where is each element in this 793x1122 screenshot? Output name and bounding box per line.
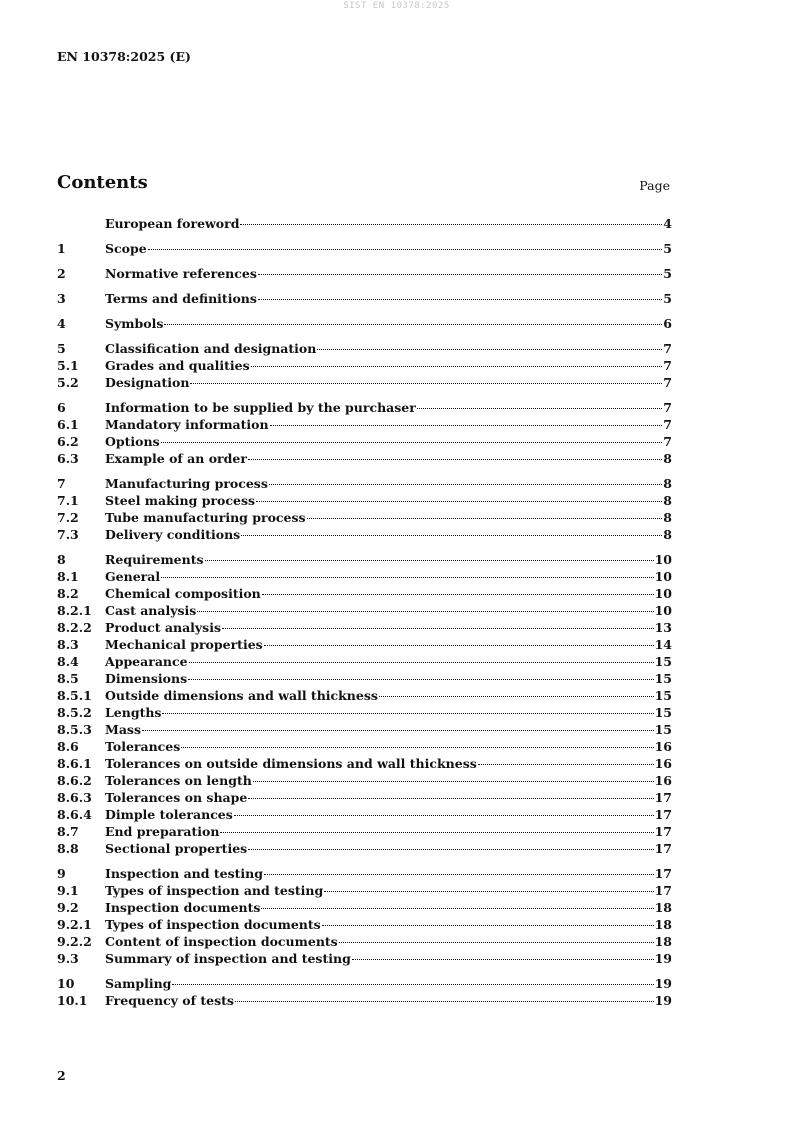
- toc-entry-number: 8.2.2: [57, 620, 92, 635]
- toc-entry-page: 10: [654, 603, 672, 618]
- toc-entry[interactable]: [57, 619, 672, 636]
- toc-entry-page: 18: [654, 934, 672, 949]
- toc-entry[interactable]: [57, 899, 672, 916]
- toc-entry[interactable]: [57, 215, 672, 232]
- dot-leader: [240, 224, 662, 225]
- toc-entry-page: 15: [654, 688, 672, 703]
- dot-leader: [188, 679, 653, 680]
- toc-entry-number: 6.1: [57, 417, 79, 432]
- toc-entry-page: 15: [654, 705, 672, 720]
- dot-leader: [251, 366, 663, 367]
- toc-entry-page: 18: [654, 917, 672, 932]
- toc-entry-number: 8.6: [57, 739, 79, 754]
- toc-entry-number: 8.5: [57, 671, 79, 686]
- toc-entry-title: Terms and definitions: [105, 291, 257, 306]
- toc-entry[interactable]: [57, 357, 672, 374]
- toc-entry[interactable]: [57, 416, 672, 433]
- dot-leader: [162, 713, 653, 714]
- toc-entry-page: 14: [654, 637, 672, 652]
- toc-entry-page: 18: [654, 900, 672, 915]
- toc-entry-title: Cast analysis: [105, 603, 197, 618]
- toc-entry[interactable]: [57, 738, 672, 755]
- toc-entry-title: Tolerances on shape: [105, 790, 248, 805]
- dot-leader: [222, 628, 654, 629]
- dot-leader: [352, 959, 654, 960]
- toc-entry-page: 7: [663, 417, 672, 432]
- toc-entry-title: Information to be supplied by the purchaser: [105, 400, 416, 415]
- dot-leader: [269, 484, 662, 485]
- dot-leader: [258, 274, 662, 275]
- toc-entry-title: Classification and designation: [105, 341, 317, 356]
- dot-leader: [317, 349, 662, 350]
- toc-entry-number: 4: [57, 316, 66, 331]
- page-number: 2: [57, 1068, 66, 1083]
- toc-entry-title: End preparation: [105, 824, 220, 839]
- dot-leader: [142, 730, 654, 731]
- toc-entry-number: 8.5.1: [57, 688, 92, 703]
- toc-entry-number: 10: [57, 976, 75, 991]
- toc-entry-page: 17: [654, 866, 672, 881]
- toc-entry-page: 15: [654, 671, 672, 686]
- toc-entry-page: 17: [654, 807, 672, 822]
- toc-entry[interactable]: [57, 475, 672, 492]
- toc-entry-number: 6.3: [57, 451, 79, 466]
- dot-leader: [190, 383, 662, 384]
- dot-leader: [189, 662, 654, 663]
- toc-entry-title: Example of an order: [105, 451, 247, 466]
- toc-entry-title: Mechanical properties: [105, 637, 263, 652]
- toc-entry[interactable]: [57, 687, 672, 704]
- toc-entry[interactable]: [57, 755, 672, 772]
- toc-entry-page: 16: [654, 739, 672, 754]
- toc-entry-number: 8.6.4: [57, 807, 92, 822]
- toc-entry-title: Designation: [105, 375, 190, 390]
- toc-entry[interactable]: [57, 240, 672, 257]
- toc-entry-number: 8.7: [57, 824, 79, 839]
- dot-leader: [161, 442, 663, 443]
- toc-entry-number: 7.1: [57, 493, 79, 508]
- toc-entry[interactable]: [57, 492, 672, 509]
- dot-leader: [270, 425, 663, 426]
- table-of-contents: [57, 215, 672, 1009]
- toc-entry-title: Types of inspection and testing: [105, 883, 324, 898]
- toc-entry-number: 8.5.2: [57, 705, 92, 720]
- toc-entry[interactable]: [57, 602, 672, 619]
- toc-entry-title: Delivery conditions: [105, 527, 241, 542]
- toc-entry-number: 8.6.2: [57, 773, 92, 788]
- toc-entry-page: 8: [663, 476, 672, 491]
- dot-leader: [241, 535, 662, 536]
- toc-entry-page: 10: [654, 586, 672, 601]
- document-id: EN 10378:2025 (E): [57, 49, 191, 64]
- toc-entry-page: 5: [663, 266, 672, 281]
- toc-entry-number: 8.2.1: [57, 603, 92, 618]
- toc-entry-title: Sectional properties: [105, 841, 248, 856]
- toc-entry-page: 13: [654, 620, 672, 635]
- toc-entry[interactable]: [57, 585, 672, 602]
- toc-entry-page: 19: [654, 993, 672, 1008]
- toc-entry-number: 3: [57, 291, 66, 306]
- toc-entry-number: 9.2: [57, 900, 79, 915]
- toc-entry-number: 5.2: [57, 375, 79, 390]
- dot-leader: [235, 1001, 654, 1002]
- toc-entry-page: 4: [663, 216, 672, 231]
- toc-entry-number: 9.1: [57, 883, 79, 898]
- dot-leader: [264, 874, 654, 875]
- dot-leader: [181, 747, 653, 748]
- dot-leader: [322, 925, 654, 926]
- toc-entry-number: 8.2: [57, 586, 79, 601]
- toc-entry-page: 8: [663, 510, 672, 525]
- toc-entry-page: 7: [663, 400, 672, 415]
- toc-entry[interactable]: [57, 374, 672, 391]
- toc-entry-page: 7: [663, 341, 672, 356]
- toc-entry-page: 6: [663, 316, 672, 331]
- contents-heading: Contents: [57, 172, 148, 193]
- toc-entry-number: 9.2.1: [57, 917, 92, 932]
- toc-entry-title: Product analysis: [105, 620, 222, 635]
- toc-entry-title: General: [105, 569, 161, 584]
- toc-entry-title: Steel making process: [105, 493, 256, 508]
- toc-entry-page: 5: [663, 291, 672, 306]
- toc-entry-title: Frequency of tests: [105, 993, 234, 1008]
- toc-entry[interactable]: [57, 670, 672, 687]
- toc-entry[interactable]: [57, 933, 672, 950]
- toc-entry-page: 5: [663, 241, 672, 256]
- dot-leader: [339, 942, 654, 943]
- toc-entry[interactable]: [57, 636, 672, 653]
- toc-entry-title: Summary of inspection and testing: [105, 951, 351, 966]
- dot-leader: [248, 849, 653, 850]
- toc-entry-number: 9: [57, 866, 66, 881]
- toc-entry-number: 8.8: [57, 841, 79, 856]
- dot-leader: [248, 798, 653, 799]
- dot-leader: [248, 459, 662, 460]
- toc-entry-page: 15: [654, 654, 672, 669]
- toc-entry-title: Outside dimensions and wall thickness: [105, 688, 378, 703]
- toc-entry[interactable]: [57, 704, 672, 721]
- toc-entry-title: Symbols: [105, 316, 164, 331]
- toc-entry-page: 10: [654, 569, 672, 584]
- toc-entry-title: Mandatory information: [105, 417, 269, 432]
- dot-leader: [262, 594, 654, 595]
- toc-entry-title: Tolerances: [105, 739, 181, 754]
- toc-entry-number: 5.1: [57, 358, 79, 373]
- dot-leader: [164, 324, 662, 325]
- dot-leader: [324, 891, 653, 892]
- toc-entry[interactable]: [57, 265, 672, 282]
- toc-entry-number: 10.1: [57, 993, 88, 1008]
- toc-entry[interactable]: [57, 916, 672, 933]
- toc-entry-page: 7: [663, 358, 672, 373]
- dot-leader: [253, 781, 654, 782]
- toc-entry-number: 7.2: [57, 510, 79, 525]
- dot-leader: [256, 501, 662, 502]
- toc-entry[interactable]: [57, 950, 672, 967]
- toc-entry-number: 1: [57, 241, 66, 256]
- toc-entry-page: 19: [654, 951, 672, 966]
- dot-leader: [264, 645, 654, 646]
- dot-leader: [234, 815, 654, 816]
- dot-leader: [172, 984, 653, 985]
- toc-entry-number: 8.5.3: [57, 722, 92, 737]
- toc-entry-title: Options: [105, 434, 160, 449]
- dot-leader: [161, 577, 653, 578]
- toc-entry[interactable]: [57, 992, 672, 1009]
- toc-entry-number: 5: [57, 341, 66, 356]
- dot-leader: [220, 832, 653, 833]
- toc-entry-page: 17: [654, 790, 672, 805]
- toc-entry-title: Content of inspection documents: [105, 934, 338, 949]
- toc-entry-page: 15: [654, 722, 672, 737]
- toc-entry-number: 8: [57, 552, 66, 567]
- dot-leader: [478, 764, 654, 765]
- toc-entry-title: Lengths: [105, 705, 162, 720]
- toc-entry-number: 2: [57, 266, 66, 281]
- toc-entry-page: 8: [663, 451, 672, 466]
- toc-entry[interactable]: [57, 433, 672, 450]
- toc-entry[interactable]: [57, 509, 672, 526]
- toc-entry-title: Inspection documents: [105, 900, 261, 915]
- toc-entry-number: 8.4: [57, 654, 79, 669]
- toc-entry-title: Normative references: [105, 266, 257, 281]
- toc-entry[interactable]: [57, 551, 672, 568]
- toc-entry-number: 6.2: [57, 434, 79, 449]
- dot-leader: [379, 696, 654, 697]
- toc-entry-number: 8.6.1: [57, 756, 92, 771]
- toc-entry[interactable]: [57, 399, 672, 416]
- toc-entry[interactable]: [57, 450, 672, 467]
- toc-entry[interactable]: [57, 772, 672, 789]
- toc-entry[interactable]: [57, 823, 672, 840]
- toc-entry-number: 7: [57, 476, 66, 491]
- toc-entry-page: 8: [663, 493, 672, 508]
- toc-entry-title: Tube manufacturing process: [105, 510, 306, 525]
- toc-entry[interactable]: [57, 865, 672, 882]
- toc-entry-page: 7: [663, 434, 672, 449]
- toc-entry[interactable]: [57, 806, 672, 823]
- page-column-label: Page: [639, 178, 670, 193]
- toc-entry[interactable]: [57, 526, 672, 543]
- toc-entry-title: Manufacturing process: [105, 476, 268, 491]
- toc-entry-number: 8.6.3: [57, 790, 92, 805]
- dot-leader: [261, 908, 653, 909]
- toc-entry-title: Tolerances on outside dimensions and wall thickness: [105, 756, 477, 771]
- toc-entry-number: 9.3: [57, 951, 79, 966]
- toc-entry-title: Tolerances on length: [105, 773, 252, 788]
- toc-entry-title: Requirements: [105, 552, 204, 567]
- toc-entry-title: Types of inspection documents: [105, 917, 321, 932]
- toc-entry[interactable]: [57, 840, 672, 857]
- toc-entry[interactable]: [57, 340, 672, 357]
- toc-entry-page: 17: [654, 841, 672, 856]
- toc-entry-title: Appearance: [105, 654, 188, 669]
- toc-entry-title: European foreword: [105, 216, 240, 231]
- toc-entry-title: Mass: [105, 722, 142, 737]
- toc-entry-page: 7: [663, 375, 672, 390]
- watermark-text: SIST EN 10378:2025: [343, 1, 450, 11]
- dot-leader: [205, 560, 654, 561]
- toc-entry-page: 16: [654, 756, 672, 771]
- toc-entry[interactable]: [57, 789, 672, 806]
- toc-entry[interactable]: [57, 315, 672, 332]
- toc-entry-number: 7.3: [57, 527, 79, 542]
- toc-entry-title: Scope: [105, 241, 147, 256]
- dot-leader: [258, 299, 662, 300]
- toc-entry-title: Sampling: [105, 976, 172, 991]
- toc-entry-number: 9.2.2: [57, 934, 92, 949]
- toc-entry-page: 10: [654, 552, 672, 567]
- dot-leader: [307, 518, 663, 519]
- toc-entry-page: 16: [654, 773, 672, 788]
- toc-entry-title: Dimple tolerances: [105, 807, 233, 822]
- toc-entry-number: 6: [57, 400, 66, 415]
- toc-entry[interactable]: [57, 568, 672, 585]
- toc-entry-title: Grades and qualities: [105, 358, 250, 373]
- toc-entry-title: Chemical composition: [105, 586, 261, 601]
- toc-entry-title: Inspection and testing: [105, 866, 263, 881]
- toc-entry-title: Dimensions: [105, 671, 188, 686]
- toc-entry[interactable]: [57, 721, 672, 738]
- dot-leader: [417, 408, 662, 409]
- toc-entry-page: 19: [654, 976, 672, 991]
- toc-entry[interactable]: [57, 653, 672, 670]
- dot-leader: [197, 611, 653, 612]
- toc-entry-page: 17: [654, 824, 672, 839]
- toc-entry-number: 8.1: [57, 569, 79, 584]
- dot-leader: [148, 249, 663, 250]
- toc-entry-number: 8.3: [57, 637, 79, 652]
- toc-entry-page: 17: [654, 883, 672, 898]
- toc-entry[interactable]: [57, 290, 672, 307]
- toc-entry-page: 8: [663, 527, 672, 542]
- toc-entry[interactable]: [57, 975, 672, 992]
- toc-entry[interactable]: [57, 882, 672, 899]
